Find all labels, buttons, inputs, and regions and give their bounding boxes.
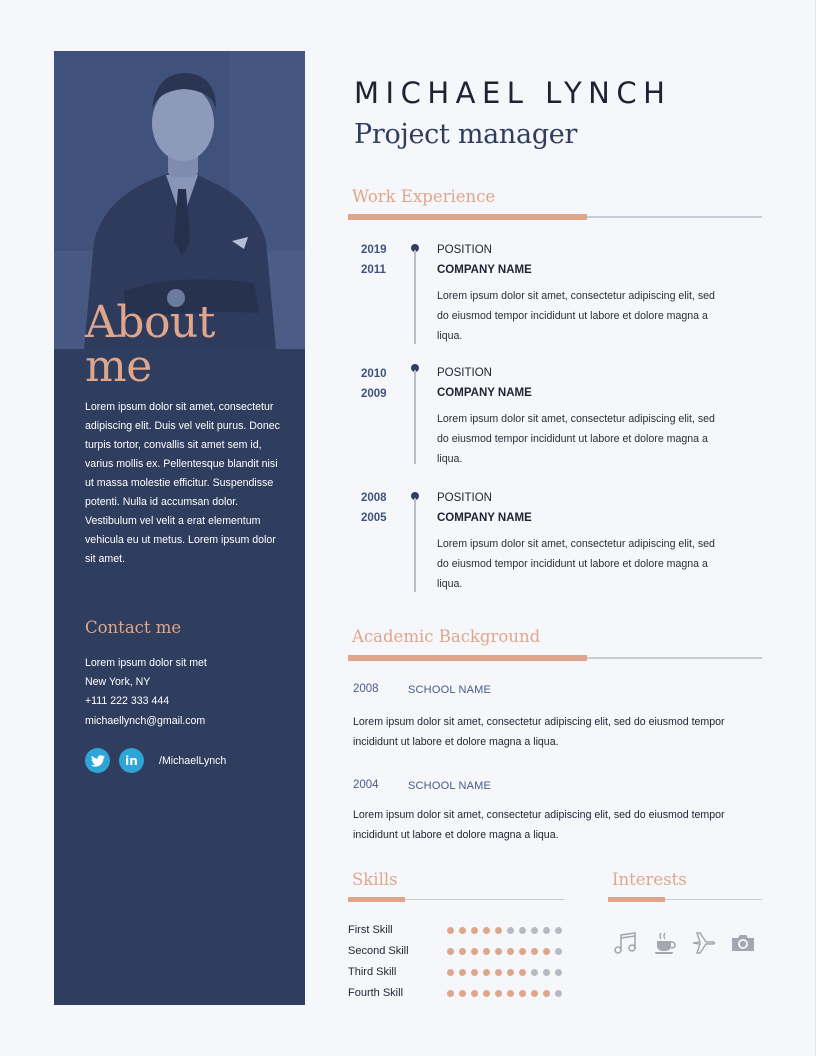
skill-dot [495, 948, 502, 955]
skill-dot [483, 948, 490, 955]
skill-name: Fourth Skill [348, 987, 404, 999]
social-links [85, 748, 153, 773]
skill-dot [483, 990, 490, 997]
skill-dot [495, 990, 502, 997]
skill-name: First Skill [348, 924, 393, 936]
work-description: Lorem ipsum dolor sit amet, consectetur adipiscing elit, sed do eiusmod tempor incididunt ut labore et dolore magna a liqua. [437, 538, 715, 590]
work-year-start: 2008 [361, 492, 387, 504]
skill-dot [483, 969, 490, 976]
linkedin-icon[interactable]: in [119, 748, 144, 773]
airplane-icon [690, 929, 718, 957]
skill-dot [459, 990, 466, 997]
skill-dot [531, 948, 538, 955]
person-name: MICHAEL LYNCH [354, 76, 672, 110]
skill-dot [555, 927, 562, 934]
skill-dot [555, 969, 562, 976]
work-company: COMPANY NAME [437, 264, 532, 276]
work-position: POSITION [437, 244, 492, 256]
skill-dot [495, 927, 502, 934]
sidebar [54, 51, 305, 1005]
skill-row [348, 944, 568, 958]
skills-rule-accent [348, 897, 405, 902]
skill-dot [459, 927, 466, 934]
camera-icon [729, 929, 757, 957]
twitter-icon[interactable] [85, 748, 110, 773]
academic-description: Lorem ipsum dolor sit amet, consectetur adipiscing elit, sed do eiusmod tempor incididunt ut labore et dolore magna a liqua. [353, 716, 725, 748]
work-description: Lorem ipsum dolor sit amet, consectetur adipiscing elit, sed do eiusmod tempor incididunt ut labore et dolore magna a liqua. [437, 290, 715, 342]
skill-dot [507, 927, 514, 934]
skill-dot [519, 927, 526, 934]
interests-title: Interests [612, 870, 687, 889]
contact-address: Lorem ipsum dolor sit met [85, 657, 207, 669]
work-company: COMPANY NAME [437, 387, 532, 399]
skill-dot [543, 969, 550, 976]
skill-row [348, 923, 568, 937]
academic-background-rule [348, 657, 762, 659]
skill-dot [495, 969, 502, 976]
academic-background-rule-accent [348, 655, 587, 661]
skill-dot [507, 948, 514, 955]
skill-dot [459, 948, 466, 955]
skill-row [348, 965, 568, 979]
skill-level [447, 948, 567, 955]
skill-level [447, 969, 567, 976]
skill-dot [555, 948, 562, 955]
skill-dot [543, 927, 550, 934]
skill-dot [555, 990, 562, 997]
skill-dot [483, 927, 490, 934]
school-name: SCHOOL NAME [408, 780, 492, 792]
social-handle[interactable]: /MichaelLynch [159, 755, 227, 767]
work-year-end: 2011 [361, 264, 386, 276]
contact-list [85, 654, 207, 731]
coffee-icon [651, 929, 679, 957]
contact-email[interactable]: michaellynch@gmail.com [85, 714, 206, 727]
work-company: COMPANY NAME [437, 512, 532, 524]
skill-level [447, 990, 567, 997]
skill-dot [471, 990, 478, 997]
work-year-start: 2019 [361, 244, 387, 256]
work-position: POSITION [437, 492, 492, 504]
work-experience-rule-accent [348, 214, 587, 220]
music-icon [612, 929, 640, 957]
skill-dot [471, 969, 478, 976]
work-year-end: 2009 [361, 388, 387, 400]
contact-title: Contact me [85, 618, 182, 637]
skill-level [447, 927, 567, 934]
skill-name: Third Skill [348, 966, 397, 978]
interests-rule-accent [608, 897, 665, 902]
about-title-line2: me [85, 341, 152, 392]
skill-dot [543, 948, 550, 955]
school-name: SCHOOL NAME [408, 684, 492, 696]
timeline-line [414, 498, 416, 592]
skill-row [348, 986, 568, 1000]
academic-background-title: Academic Background [352, 627, 541, 646]
interests-rule [608, 899, 762, 900]
skill-dot [519, 948, 526, 955]
academic-year: 2008 [353, 683, 379, 695]
about-title [85, 297, 215, 392]
skill-dot [519, 990, 526, 997]
skill-dot [531, 969, 538, 976]
skill-dot [507, 990, 514, 997]
skill-dot [471, 927, 478, 934]
about-title-line1: About [85, 297, 215, 348]
about-text: Lorem ipsum dolor sit amet, consectetur adipiscing elit. Duis vel velit purus. Donec turpis tortor, convallis sit amet sem id, varius mollis ex. Pellentesque blandit nisi ut massa molestie efficitur. Suspendisse potenti. Nulla id accumsan dolor. Vestibulum vel velit a erat elementum vehicula eu ut metus. Lorem ipsum dolor sit amet. [85, 401, 280, 565]
skill-name: Second Skill [348, 945, 409, 957]
interests-icons [612, 929, 768, 957]
work-year-start: 2010 [361, 368, 387, 380]
work-description: Lorem ipsum dolor sit amet, consectetur adipiscing elit, sed do eiusmod tempor incididunt ut labore et dolore magna a liqua. [437, 413, 715, 465]
skill-dot [531, 990, 538, 997]
work-year-end: 2005 [361, 512, 387, 524]
skill-dot [471, 948, 478, 955]
contact-phone: +111 222 333 444 [85, 695, 170, 708]
skills-rule [348, 899, 564, 900]
skill-dot [447, 927, 454, 934]
person-role: Project manager [354, 119, 578, 150]
academic-year: 2004 [353, 779, 379, 791]
work-position: POSITION [437, 367, 492, 379]
contact-city: New York, NY [85, 676, 151, 689]
skills-title: Skills [352, 870, 398, 889]
work-experience-rule [348, 216, 762, 218]
academic-description: Lorem ipsum dolor sit amet, consectetur adipiscing elit, sed do eiusmod tempor incididunt ut labore et dolore magna a liqua. [353, 809, 725, 841]
timeline-line [414, 370, 416, 464]
skill-dot [447, 990, 454, 997]
skill-dot [543, 990, 550, 997]
skill-dot [519, 969, 526, 976]
skill-dot [459, 969, 466, 976]
work-experience-title: Work Experience [352, 187, 496, 206]
skill-dot [447, 969, 454, 976]
skill-dot [447, 948, 454, 955]
timeline-line [414, 250, 416, 344]
skill-dot [531, 927, 538, 934]
skill-dot [507, 969, 514, 976]
